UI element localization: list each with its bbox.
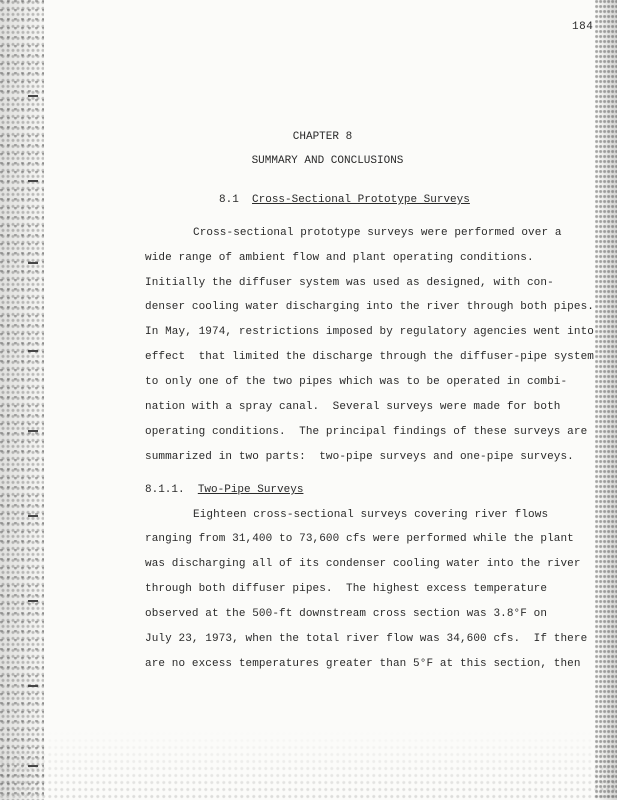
paragraph-line: July 23, 1973, when the total river flow was 34,600 cfs. If there — [145, 633, 588, 645]
margin-mark — [28, 600, 38, 602]
paragraph-line: observed at the 500-ft downstream cross section was 3.8°F on — [145, 608, 548, 620]
paragraph-line: denser cooling water discharging into the river through both pipes. — [145, 301, 594, 313]
subsection-title: Two-Pipe Surveys — [197, 484, 304, 496]
chapter-label: CHAPTER 8 — [292, 131, 353, 143]
margin-mark — [28, 95, 38, 97]
margin-mark — [28, 685, 38, 687]
chapter-title: SUMMARY AND CONCLUSIONS — [251, 155, 404, 167]
scan-edge-right — [595, 0, 617, 800]
paragraph-line: effect that limited the discharge through the diffuser-pipe system — [145, 351, 594, 363]
scan-edge-bottom — [0, 730, 617, 800]
section-heading — [219, 194, 470, 206]
paragraph-line: Cross-sectional prototype surveys were performed over a — [193, 227, 562, 239]
paragraph-line: are no excess temperatures greater than 5°F at this section, then — [145, 658, 581, 670]
paragraph-line: ranging from 31,400 to 73,600 cfs were performed while the plant — [145, 533, 574, 545]
margin-mark — [28, 262, 38, 264]
section-number: 8.1 — [219, 194, 239, 206]
margin-mark — [28, 430, 38, 432]
scan-edge-left — [0, 0, 44, 800]
margin-mark — [28, 180, 38, 182]
paragraph-line: to only one of the two pipes which was to be operated in combi- — [145, 376, 568, 388]
paragraph-line: In May, 1974, restrictions imposed by regulatory agencies went into — [145, 326, 594, 338]
subsection-heading — [145, 484, 303, 496]
paragraph-line: nation with a spray canal. Several surveys were made for both — [145, 401, 561, 413]
paragraph-line: wide range of ambient flow and plant operating conditions. — [145, 252, 534, 264]
page-number: 184 — [572, 21, 594, 33]
section-title: Cross-Sectional Prototype Surveys — [252, 194, 470, 206]
subsection-number: 8.1.1. — [145, 484, 185, 496]
margin-mark — [28, 350, 38, 352]
paragraph-line: Eighteen cross-sectional surveys covering river flows — [193, 509, 549, 521]
paragraph-line: summarized in two parts: two-pipe surveys and one-pipe surveys. — [145, 451, 574, 463]
paragraph-line: was discharging all of its condenser cooling water into the river — [145, 558, 581, 570]
paragraph-line: operating conditions. The principal findings of these surveys are — [145, 426, 588, 438]
margin-mark — [28, 515, 38, 517]
paragraph-line: Initially the diffuser system was used as designed, with con- — [145, 277, 554, 289]
paragraph-line: through both diffuser pipes. The highest excess temperature — [145, 583, 548, 595]
